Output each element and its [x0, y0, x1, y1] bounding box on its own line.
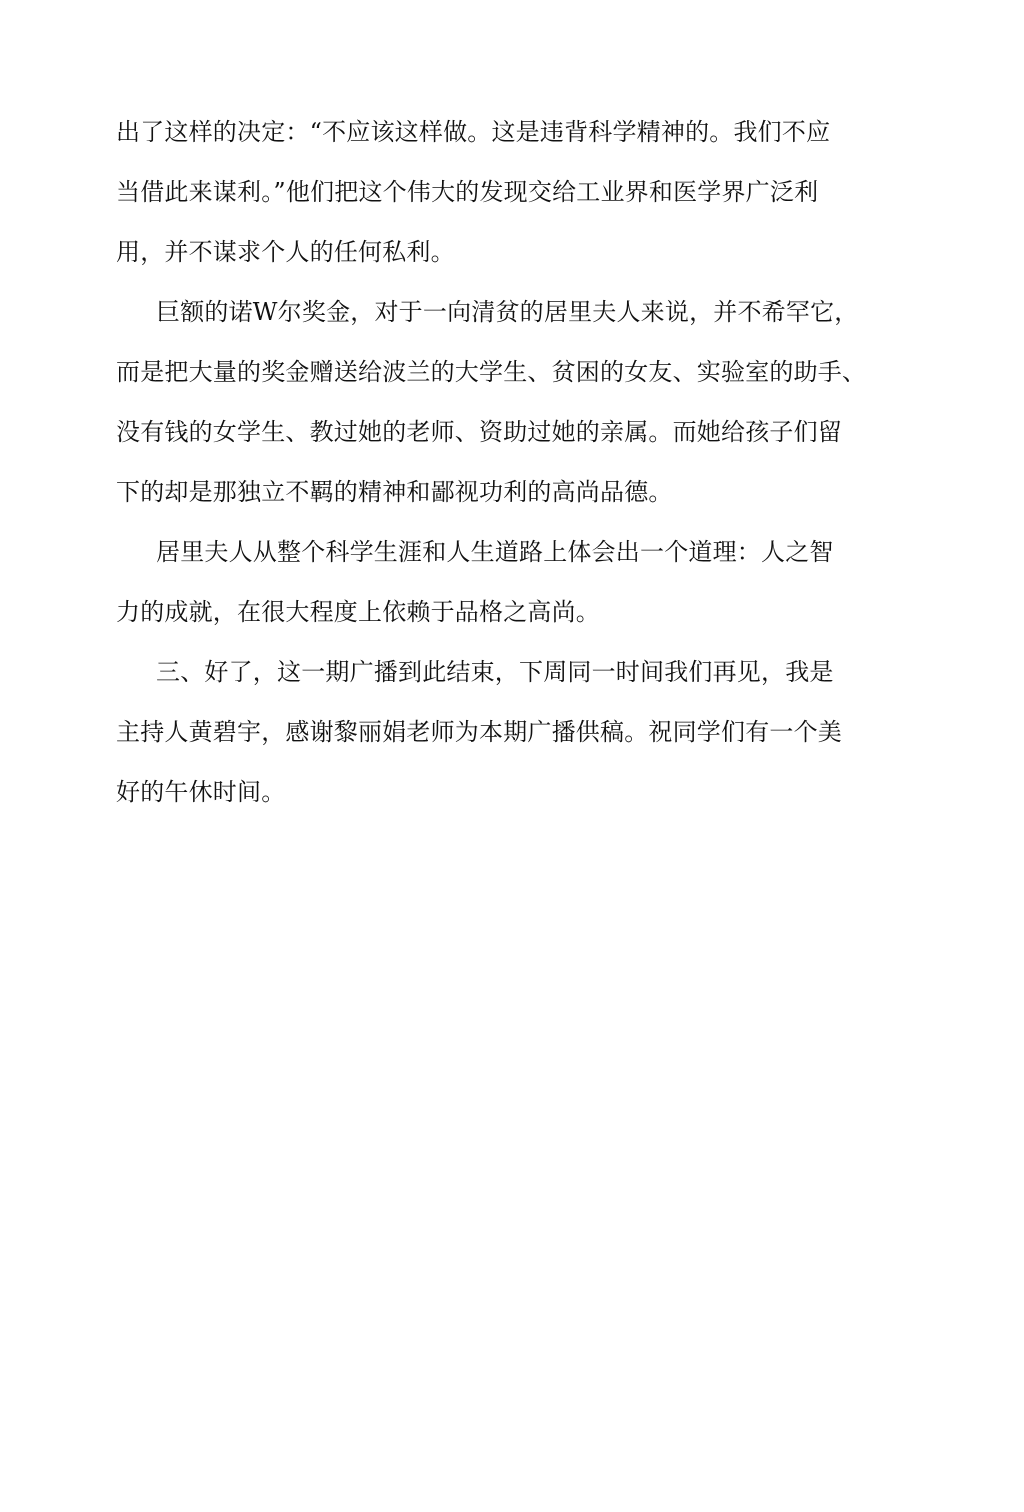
text-line: 主持人黄碧宇，感谢黎丽娟老师为本期广播供稿。祝同学们有一个美: [116, 718, 842, 746]
text-line: 居里夫人从整个科学生涯和人生道路上体会出一个道理：人之智: [156, 538, 834, 566]
text-line: 而是把大量的奖金赠送给波兰的大学生、贫困的女友、实验室的助手、: [116, 358, 867, 386]
text-line: 下的却是那独立不羁的精神和鄙视功利的高尚品德。: [116, 478, 673, 506]
text-line: 用，并不谋求个人的任何私利。: [116, 238, 455, 266]
body-text: [116, 112, 876, 832]
text-line: 力的成就，在很大程度上依赖于品格之高尚。: [116, 598, 600, 626]
text-line: 好的午休时间。: [116, 778, 286, 806]
text-line: 出了这样的决定：“不应该这样做。这是违背科学精神的。我们不应: [116, 118, 831, 146]
text-line: 当借此来谋利。”他们把这个伟大的发现交给工业界和医学界广泛利: [116, 178, 819, 206]
text-line: 没有钱的女学生、教过她的老师、资助过她的亲属。而她给孩子们留: [116, 418, 842, 446]
text-line: 巨额的诺W尔奖金，对于一向清贫的居里夫人来说，并不希罕它，: [156, 298, 859, 326]
text-line: 三、好了，这一期广播到此结束，下周同一时间我们再见，我是: [156, 658, 834, 686]
